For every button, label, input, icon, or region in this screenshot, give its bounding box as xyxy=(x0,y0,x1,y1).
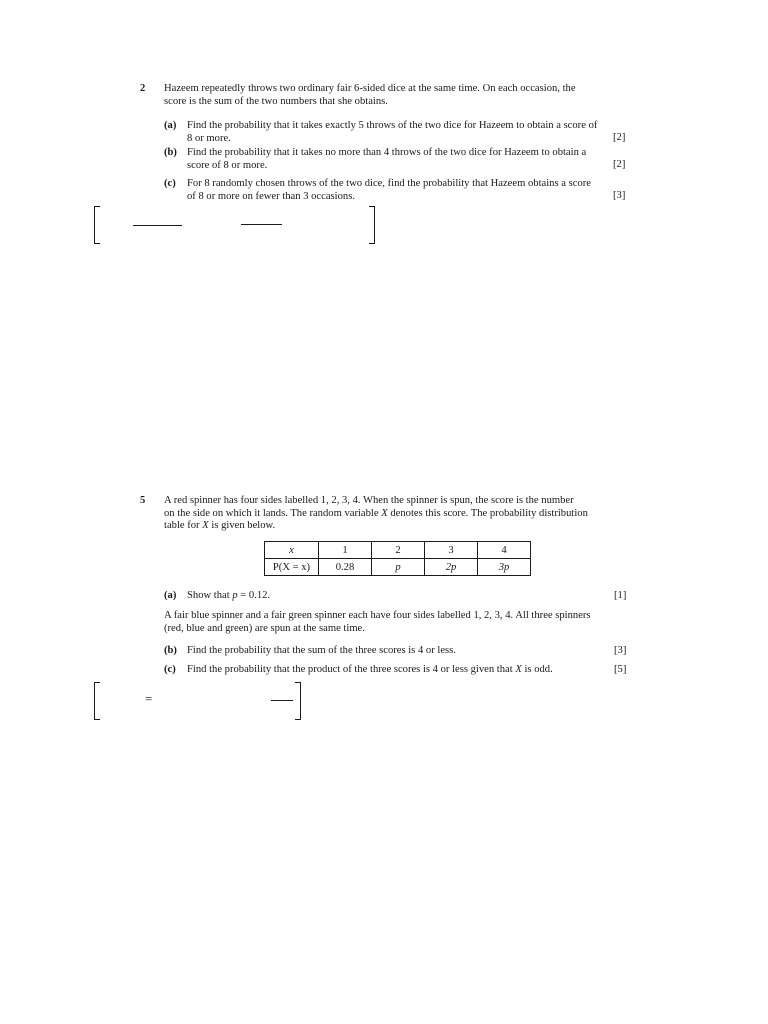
table-row-probability xyxy=(265,559,531,576)
question-2-stem xyxy=(164,83,628,108)
question-2-part-c-line-2: of 8 or more on fewer than 3 occasions. xyxy=(187,190,355,202)
answer-area-5-fraction-bar xyxy=(271,700,293,701)
question-2-part-b-line-1: Find the probability that it takes no more than 4 throws of the two dice for Hazeem to obtain a xyxy=(187,147,587,158)
table-cell-x-2: 2 xyxy=(372,542,425,559)
question-5-part-c-text-a: Find the probability that the product of the three scores is 4 or less given that xyxy=(187,664,516,675)
question-5-interlude xyxy=(164,610,634,635)
answer-area-2-fraction-bar-1 xyxy=(133,225,182,226)
question-5-part-c-text-b: is odd. xyxy=(521,664,553,675)
table-row-x xyxy=(265,542,531,559)
table-cell-p-3: 2p xyxy=(425,559,478,576)
table-cell-x-4: 4 xyxy=(478,542,531,559)
question-2-part-a-line-2: 8 or more. xyxy=(187,132,231,144)
question-5-part-b-text: Find the probability that the sum of the three scores is 4 or less. xyxy=(187,645,456,656)
question-2-part-c-text xyxy=(187,178,629,203)
table-cell-p-2: p xyxy=(372,559,425,576)
question-5-part-a-label: (a) xyxy=(164,590,177,601)
question-2-part-a-marks: [2] xyxy=(613,132,626,143)
question-5-part-c-var: X xyxy=(515,664,522,675)
question-5-interlude-line-1: A fair blue spinner and a fair green spinner each have four sides labelled 1, 2, 3, 4. All three spinners xyxy=(164,610,591,621)
table-cell-x-1: 1 xyxy=(319,542,372,559)
question-5-stem-line-3-var: X xyxy=(202,520,209,531)
question-2-part-a-line-1: Find the probability that it takes exactly 5 throws of the two dice for Hazeem to obtain a score of xyxy=(187,120,598,131)
question-5-part-a-marks: [1] xyxy=(614,590,627,601)
question-5-stem-line-3-b: is given below. xyxy=(208,520,276,531)
question-5-stem-line-2 xyxy=(164,508,630,521)
question-5-part-a-text-a: Show that xyxy=(187,590,233,601)
question-5-stem-line-1: A red spinner has four sides labelled 1, 2, 3, 4. When the spinner is spun, the score is the number xyxy=(164,495,574,506)
table-header-probability: P(X = x) xyxy=(265,559,319,576)
question-2-part-a-label: (a) xyxy=(164,120,177,131)
question-2-part-b-marks: [2] xyxy=(613,159,626,170)
answer-area-2-right-bracket xyxy=(369,206,375,244)
question-2-stem-line-1: Hazeem repeatedly throws two ordinary fair 6-sided dice at the same time. On each occasion, the xyxy=(164,83,576,94)
question-5-interlude-line-2: (red, blue and green) are spun at the same time. xyxy=(164,622,365,634)
question-5-part-a-var: p xyxy=(232,590,238,601)
question-2-part-c-marks: [3] xyxy=(613,190,626,201)
question-5-number: 5 xyxy=(140,495,146,506)
question-5-part-a-text-b: = 0.12. xyxy=(237,590,271,601)
question-5-part-c-marks: [5] xyxy=(614,664,627,675)
table-cell-x-3: 3 xyxy=(425,542,478,559)
question-2-part-a-text xyxy=(187,120,629,145)
answer-area-2-left-bracket xyxy=(94,206,100,244)
question-2-part-c-line-1: For 8 randomly chosen throws of the two dice, find the probability that Hazeem obtains a score xyxy=(187,178,591,189)
question-2-number: 2 xyxy=(140,83,146,94)
question-2-part-b-text xyxy=(187,147,629,172)
question-2-part-b-label: (b) xyxy=(164,147,177,158)
question-5-stem-line-2-b: denotes this score. The probability distribution xyxy=(387,507,588,519)
question-5-part-c-label: (c) xyxy=(164,664,176,675)
question-5-part-b-marks: [3] xyxy=(614,645,627,656)
table-header-x: x xyxy=(265,542,319,559)
question-2-stem-line-2: score is the sum of the two numbers that she obtains. xyxy=(164,95,388,107)
answer-area-5-left-bracket xyxy=(94,682,100,720)
question-5-stem-line-3 xyxy=(164,520,630,533)
question-2-part-c-label: (c) xyxy=(164,178,176,189)
answer-area-5-equals-sign: = xyxy=(145,691,153,706)
question-5-part-a-text xyxy=(187,590,270,603)
table-cell-p-1: 0.28 xyxy=(319,559,372,576)
question-5-stem-line-3-a: table for xyxy=(164,520,203,531)
question-5-part-c-text xyxy=(187,664,553,677)
probability-distribution-table xyxy=(264,541,531,576)
question-5-part-b-label: (b) xyxy=(164,645,177,656)
table-cell-p-4: 3p xyxy=(478,559,531,576)
question-5-stem xyxy=(164,495,630,533)
answer-area-5-right-bracket xyxy=(295,682,301,720)
question-5-stem-line-2-a: on the side on which it lands. The random variable xyxy=(164,507,382,519)
answer-area-2-fraction-bar-2 xyxy=(241,224,282,225)
question-2-part-b-line-2: score of 8 or more. xyxy=(187,159,268,171)
question-5-stem-line-2-var: X xyxy=(381,507,388,519)
